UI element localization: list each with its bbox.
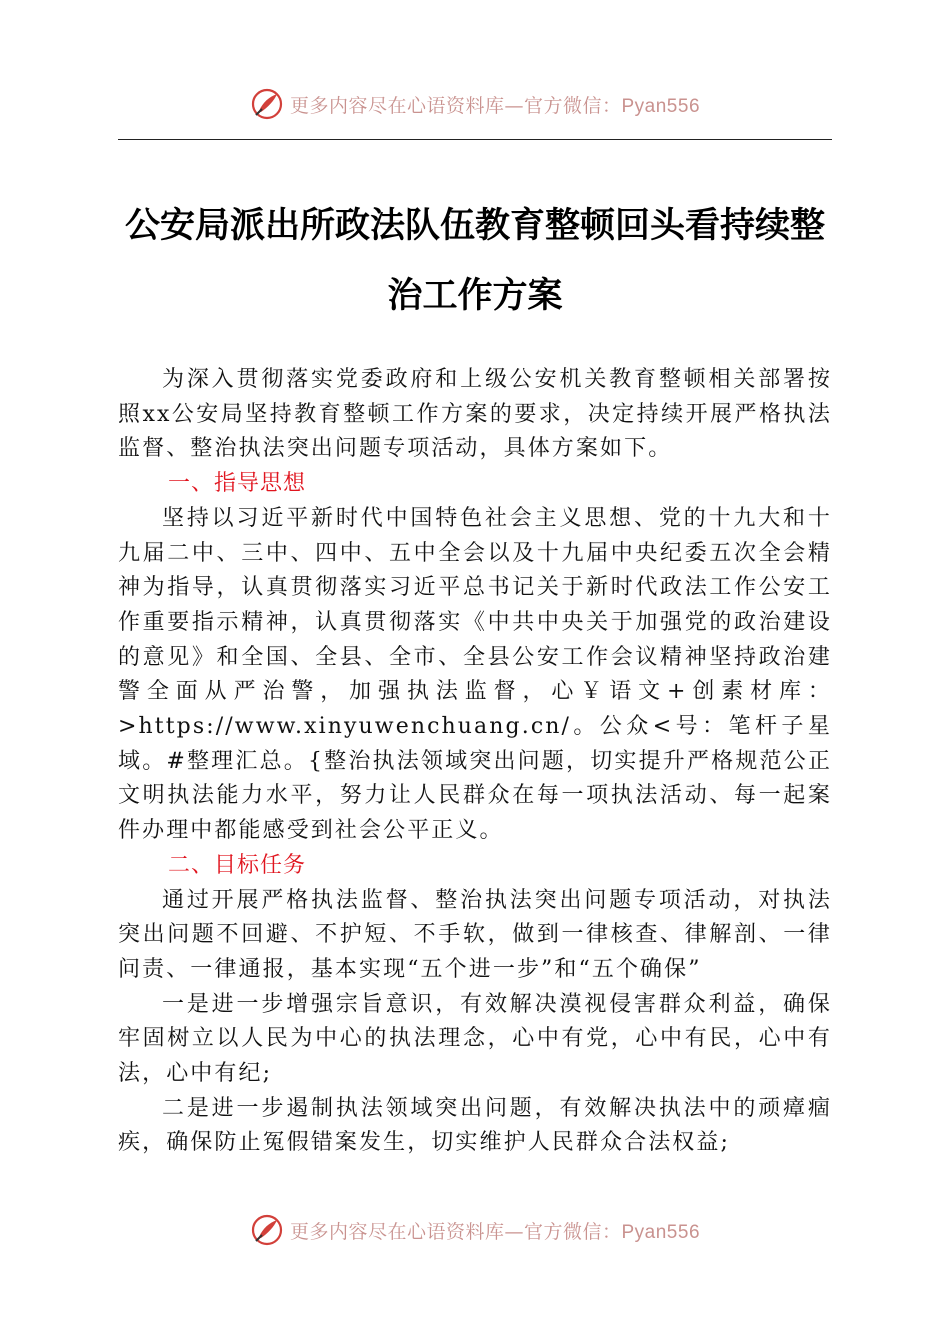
pen-logo-icon — [250, 87, 284, 121]
guiding-ideology-paragraph: 坚持以习近平新时代中国特色社会主义思想、党的十九大和十九届二中、三中、四中、五中全会以及十九届中央纪委五次全会精神为指导，认真贯彻落实习近平总书记关于新时代政法工作公安工作重要指示精神，认真贯彻落实《中共中央关于加强党的政治建设的意见》和全国、全县、全市、全县公安工作会议精神坚持政治建警全面从严治警，加强执法监督，心￥语文+创素材库：>https://www.xinyuwenchuang.cn/。公众<号：笔杆子星域。#整理汇总。{整治执法领域突出问题，切实提升严格规范公正文明执法能力水平，努力让人民群众在每一项执法活动、每一起案件办理中都能感受到社会公平正义。 — [118, 505, 832, 844]
watermark-text-footer: 更多内容尽在心语资料库—官方微信：Pyan556 — [289, 1220, 701, 1243]
section-heading-guiding-ideology: 一、指导思想 — [168, 471, 307, 497]
wechat-id: Pyan556 — [621, 95, 701, 117]
wechat-id-footer: Pyan556 — [621, 1221, 701, 1243]
goal-item-2: 二是进一步遏制执法领域突出问题，有效解决执法中的顽瘴痼疾，确保防止冤假错案发生，切实维护人民群众合法权益; — [118, 1095, 832, 1156]
watermark-text: 更多内容尽在心语资料库—官方微信：Pyan556 — [289, 94, 701, 117]
document-title-line1: 公安局派出所政法队伍教育整顿回头看持续整 — [124, 206, 825, 246]
goal-item-1: 一是进一步增强宗旨意识，有效解决漠视侵害群众利益，确保牢固树立以人民为中心的执法理念，心中有党，心中有民，心中有法，心中有纪; — [118, 991, 832, 1087]
document-body — [118, 363, 832, 1161]
intro-paragraph: 为深入贯彻落实党委政府和上级公安机关教育整顿相关部署按照xx公安局坚持教育整顿工作方案的要求，决定持续开展严格执法监督、整治执法突出问题专项活动，具体方案如下。 — [118, 367, 832, 462]
pen-logo-icon — [250, 1213, 284, 1247]
watermark-header — [0, 84, 950, 124]
header-rule — [118, 139, 832, 140]
goals-paragraph: 通过开展严格执法监督、整治执法突出问题专项活动，对执法突出问题不回避、不护短、不手软，做到一律核查、律解剖、一律问责、一律通报，基本实现“五个进一步”和“五个确保” — [118, 887, 832, 982]
watermark-footer — [0, 1210, 950, 1250]
section-heading-goals: 二、目标任务 — [168, 852, 307, 878]
document-title-line2: 治工作方案 — [387, 276, 563, 316]
